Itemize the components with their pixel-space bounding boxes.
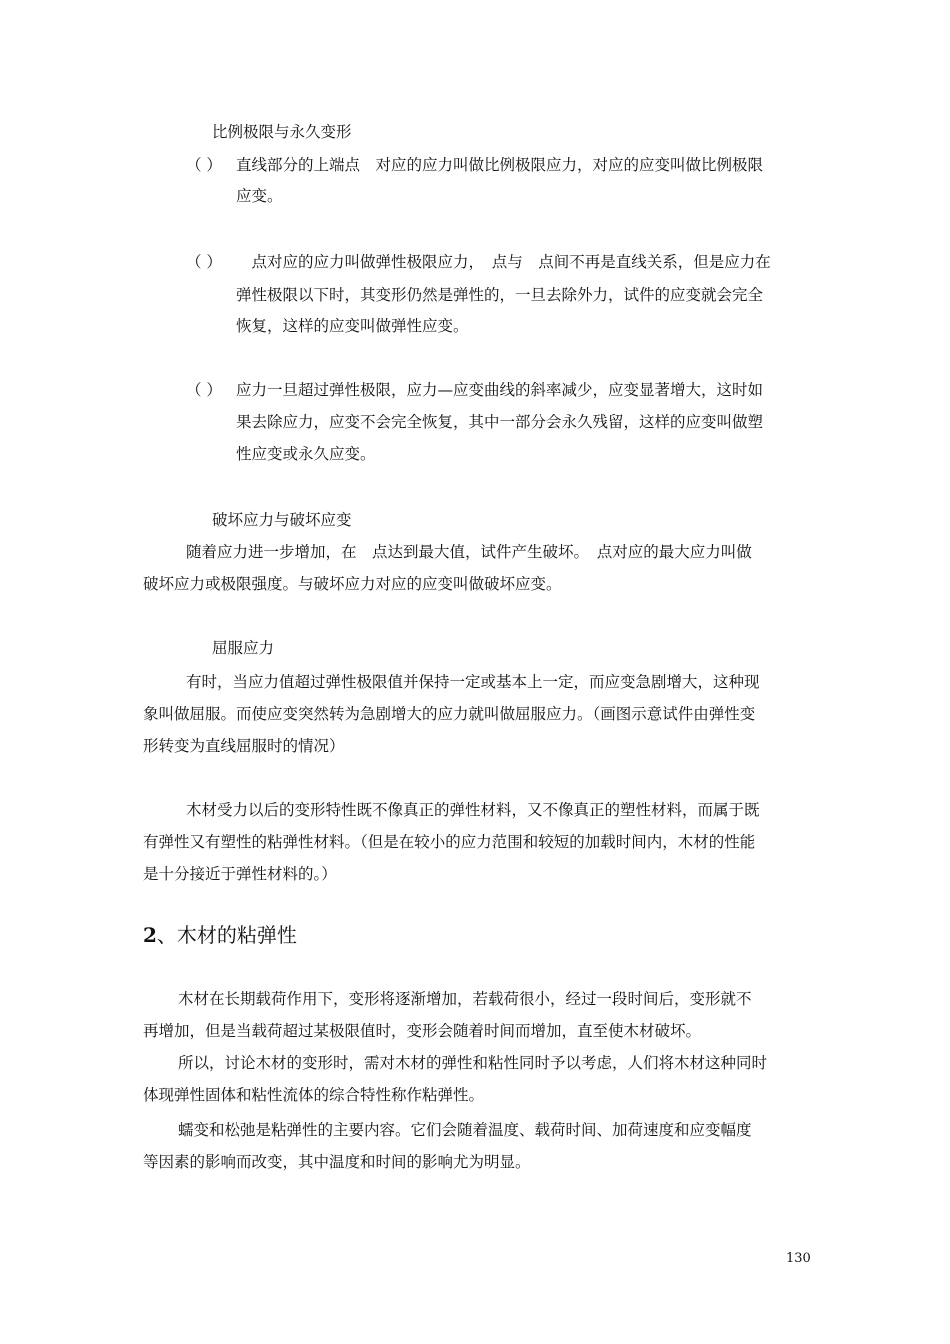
paragraph-line: 有弹性又有塑性的粘弹性材料。（但是在较小的应力范围和较短的加载时间内，木材的性能 — [143, 833, 756, 851]
paragraph-line: 随着应力进一步增加，在 点达到最大值，试件产生破坏。 点对应的最大应力叫做 — [186, 543, 752, 561]
item-line: 性应变或永久应变。 — [236, 445, 376, 463]
item-line: 弹性极限以下时，其变形仍然是弹性的，一旦去除外力，试件的应变就会完全 — [236, 286, 764, 304]
item-line: 应力一旦超过弹性极限，应力—应变曲线的斜率减少，应变显著增大，这时如 — [236, 381, 764, 399]
subheading-failure-stress: 破坏应力与破坏应变 — [212, 511, 352, 529]
paragraph-line: 再增加，但是当载荷超过某极限值时，变形会随着时间而增加，直至使木材破坏。 — [143, 1022, 702, 1040]
section-heading — [143, 922, 297, 948]
paragraph-line: 所以，讨论木材的变形时，需对木材的弹性和粘性同时予以考虑，人们将木材这种同时 — [178, 1054, 768, 1072]
section-number: 2 — [143, 923, 157, 947]
item-line: 点对应的应力叫做弹性极限应力， 点与 点间不再是直线关系，但是应力在 — [236, 253, 771, 271]
subheading-yield-stress: 屈服应力 — [212, 639, 275, 657]
item-line: 恢复，这样的应变叫做弹性应变。 — [236, 317, 469, 335]
paragraph-line: 破坏应力或极限强度。与破坏应力对应的应变叫做破坏应变。 — [143, 575, 562, 593]
page-number: 130 — [786, 1251, 811, 1266]
subheading-proportional-limit: 比例极限与永久变形 — [212, 123, 352, 141]
section-title: 、木材的粘弹性 — [156, 923, 297, 947]
paragraph-line: 体现弹性固体和粘性流体的综合特性称作粘弹性。 — [143, 1086, 485, 1104]
item-line: 果去除应力，应变不会完全恢复，其中一部分会永久残留，这样的应变叫做塑 — [236, 413, 764, 431]
item-marker: （ ） — [186, 253, 222, 271]
paragraph-line: 形转变为直线屈服时的情况） — [143, 737, 345, 755]
paragraph-line: 木材在长期载荷作用下，变形将逐渐增加，若载荷很小，经过一段时间后，变形就不 — [178, 990, 752, 1008]
paragraph-line: 有时，当应力值超过弹性极限值并保持一定或基本上一定，而应变急剧增大，这种现 — [186, 673, 760, 691]
item-marker: （ ） — [186, 156, 222, 174]
item-line: 应变。 — [236, 187, 283, 205]
paragraph-line: 等因素的影响而改变，其中温度和时间的影响尤为明显。 — [143, 1153, 531, 1171]
item-marker: （ ） — [186, 381, 222, 399]
paragraph-line: 蠕变和松弛是粘弹性的主要内容。它们会随着温度、载荷时间、加荷速度和应变幅度 — [178, 1121, 752, 1139]
item-line: 直线部分的上端点 对应的应力叫做比例极限应力，对应的应变叫做比例极限 — [236, 156, 764, 174]
paragraph-line: 象叫做屈服。而使应变突然转为急剧增大的应力就叫做屈服应力。（画图示意试件由弹性变 — [143, 705, 756, 723]
paragraph-line: 木材受力以后的变形特性既不像真正的弹性材料，又不像真正的塑性材料，而属于既 — [186, 801, 760, 819]
paragraph-line: 是十分接近于弹性材料的。） — [143, 865, 337, 883]
